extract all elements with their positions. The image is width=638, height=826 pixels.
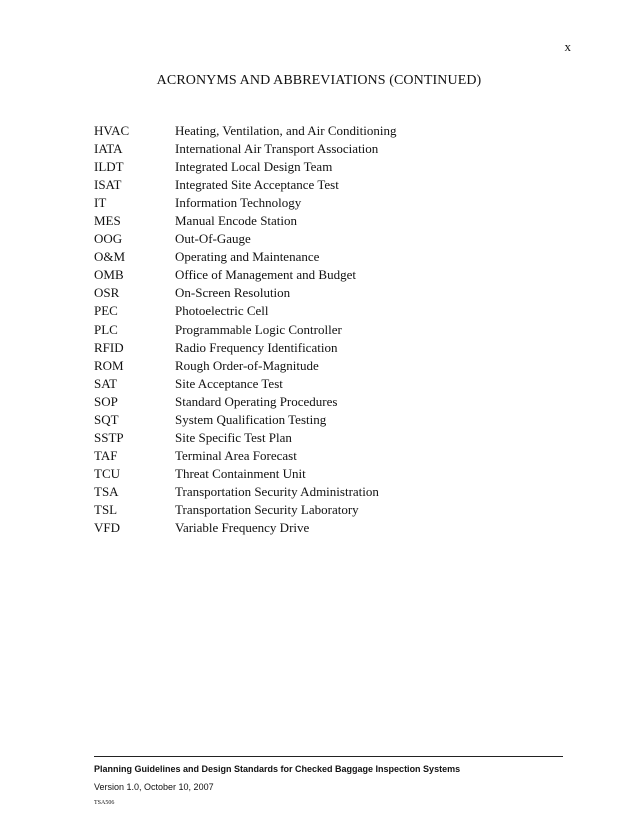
- acronym-row: [94, 158, 564, 176]
- acronym-definition: On-Screen Resolution: [175, 285, 291, 301]
- acronym-definition: Integrated Site Acceptance Test: [175, 177, 339, 193]
- footer-title: Planning Guidelines and Design Standards for Checked Baggage Inspection Systems: [94, 764, 461, 774]
- acronym-definition: Threat Containment Unit: [175, 465, 306, 481]
- acronym-term: SQT: [94, 411, 119, 427]
- acronym-term: SSTP: [94, 429, 124, 445]
- acronym-term: HVAC: [94, 123, 130, 138]
- acronym-row: [94, 411, 564, 429]
- acronym-definition: Standard Operating Procedures: [175, 393, 338, 409]
- acronym-row: [94, 447, 564, 465]
- acronym-term: ROM: [94, 357, 124, 373]
- acronym-row: [94, 122, 564, 140]
- acronym-row: [94, 140, 564, 158]
- acronym-term: IATA: [94, 141, 123, 157]
- acronym-definition: Operating and Maintenance: [175, 249, 320, 265]
- acronym-row: [94, 212, 564, 230]
- acronym-definition: Heating, Ventilation, and Air Conditioning: [175, 123, 397, 138]
- acronym-definition: Radio Frequency Identification: [175, 339, 338, 355]
- acronym-definition: Photoelectric Cell: [175, 303, 269, 319]
- acronym-term: PEC: [94, 303, 118, 319]
- acronym-definition: Information Technology: [175, 195, 302, 211]
- acronym-row: [94, 302, 564, 320]
- acronym-term: OOG: [94, 231, 123, 247]
- acronym-row: [94, 393, 564, 411]
- acronym-definition: Variable Frequency Drive: [175, 520, 310, 536]
- acronym-definition: Site Acceptance Test: [175, 375, 283, 391]
- acronym-term: OSR: [94, 285, 120, 301]
- acronym-term: SOP: [94, 393, 118, 409]
- acronym-definition: System Qualification Testing: [175, 411, 327, 427]
- acronym-definition: Terminal Area Forecast: [175, 447, 297, 463]
- acronym-term: OMB: [94, 267, 124, 283]
- acronym-term: VFD: [94, 520, 121, 536]
- acronym-row: [94, 501, 564, 519]
- footer-code: TSA506: [94, 800, 115, 806]
- acronym-definition: Programmable Logic Controller: [175, 321, 342, 337]
- acronym-term: O&M: [94, 249, 126, 265]
- acronym-term: ISAT: [94, 177, 122, 193]
- acronym-term: SAT: [94, 375, 118, 391]
- page-title: ACRONYMS AND ABBREVIATIONS (CONTINUED): [156, 73, 482, 88]
- acronym-definition: Rough Order-of-Magnitude: [175, 357, 319, 373]
- acronym-row: [94, 194, 564, 212]
- acronym-definition: Site Specific Test Plan: [175, 429, 292, 445]
- footer-version: Version 1.0, October 10, 2007: [94, 782, 214, 792]
- acronym-row: [94, 465, 564, 483]
- acronym-row: [94, 357, 564, 375]
- acronym-row: [94, 483, 564, 501]
- acronym-term: MES: [94, 213, 121, 229]
- acronym-row: [94, 429, 564, 447]
- acronym-row: [94, 248, 564, 266]
- acronym-row: [94, 321, 564, 339]
- acronym-term: TCU: [94, 465, 120, 481]
- acronym-term: TSA: [94, 483, 119, 499]
- acronym-row: [94, 519, 564, 537]
- acronym-row: [94, 375, 564, 393]
- acronym-term: TSL: [94, 501, 118, 517]
- acronym-definition: Manual Encode Station: [175, 213, 298, 229]
- acronym-definition: Integrated Local Design Team: [175, 159, 333, 175]
- acronym-term: PLC: [94, 321, 118, 337]
- acronym-row: [94, 284, 564, 302]
- acronym-definition: Transportation Security Administration: [175, 483, 379, 499]
- acronym-definition: International Air Transport Association: [175, 141, 379, 157]
- footer-rule: [94, 756, 563, 757]
- acronym-definition: Office of Management and Budget: [175, 267, 356, 283]
- acronym-row: [94, 176, 564, 194]
- acronym-row: [94, 339, 564, 357]
- acronym-term: ILDT: [94, 159, 124, 175]
- acronym-row: [94, 230, 564, 248]
- acronym-term: RFID: [94, 339, 124, 355]
- acronym-row: [94, 266, 564, 284]
- acronym-list: [94, 122, 564, 537]
- page-number: x: [564, 39, 571, 54]
- acronym-definition: Out-Of-Gauge: [175, 231, 251, 247]
- acronym-term: IT: [94, 195, 107, 211]
- acronym-definition: Transportation Security Laboratory: [175, 501, 359, 517]
- acronym-term: TAF: [94, 447, 118, 463]
